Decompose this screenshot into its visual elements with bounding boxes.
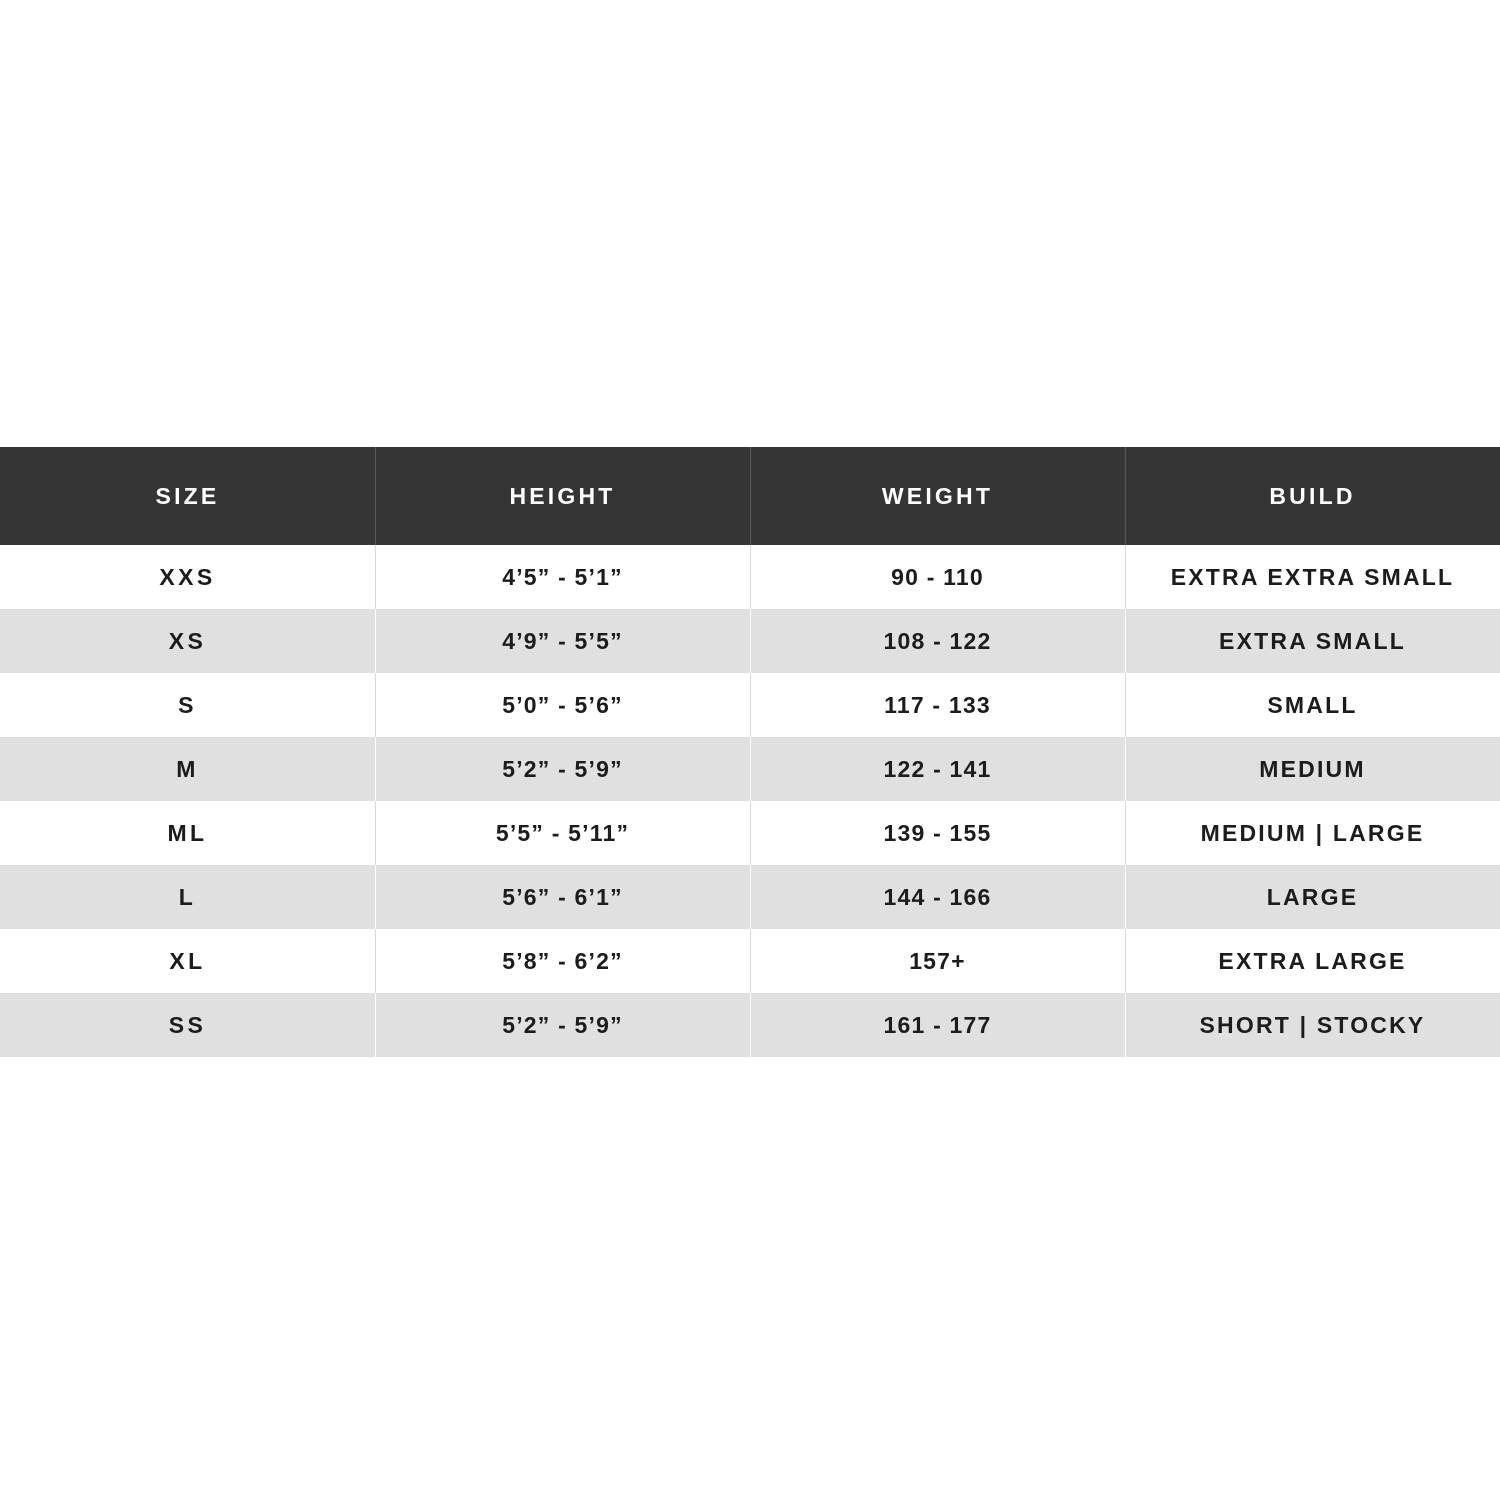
cell-weight: 117 - 133: [750, 673, 1125, 737]
cell-build: SHORT | STOCKY: [1125, 993, 1500, 1057]
cell-build: EXTRA EXTRA SMALL: [1125, 545, 1500, 609]
table-row: [0, 673, 1500, 737]
cell-height: 4’9” - 5’5”: [375, 609, 750, 673]
cell-weight: 90 - 110: [750, 545, 1125, 609]
cell-weight: 157+: [750, 929, 1125, 993]
column-header-size: SIZE: [0, 447, 375, 545]
cell-height: 5’2” - 5’9”: [375, 993, 750, 1057]
cell-build: EXTRA LARGE: [1125, 929, 1500, 993]
size-chart-body: [0, 545, 1500, 1057]
cell-size: ML: [0, 801, 375, 865]
cell-weight: 161 - 177: [750, 993, 1125, 1057]
table-row: [0, 737, 1500, 801]
cell-height: 5’8” - 6’2”: [375, 929, 750, 993]
table-row: [0, 609, 1500, 673]
cell-build: MEDIUM: [1125, 737, 1500, 801]
cell-build: LARGE: [1125, 865, 1500, 929]
cell-size: M: [0, 737, 375, 801]
cell-size: SS: [0, 993, 375, 1057]
cell-size: XXS: [0, 545, 375, 609]
column-header-height: HEIGHT: [375, 447, 750, 545]
cell-height: 5’6” - 6’1”: [375, 865, 750, 929]
cell-height: 5’5” - 5’11”: [375, 801, 750, 865]
cell-build: MEDIUM | LARGE: [1125, 801, 1500, 865]
cell-size: L: [0, 865, 375, 929]
table-row: [0, 801, 1500, 865]
cell-weight: 122 - 141: [750, 737, 1125, 801]
cell-height: 4’5” - 5’1”: [375, 545, 750, 609]
cell-height: 5’0” - 5’6”: [375, 673, 750, 737]
size-chart-table: [0, 447, 1500, 1057]
cell-weight: 144 - 166: [750, 865, 1125, 929]
column-header-weight: WEIGHT: [750, 447, 1125, 545]
table-row: [0, 993, 1500, 1057]
cell-build: SMALL: [1125, 673, 1500, 737]
table-row: [0, 865, 1500, 929]
cell-size: S: [0, 673, 375, 737]
cell-build: EXTRA SMALL: [1125, 609, 1500, 673]
header-row: [0, 447, 1500, 545]
cell-size: XL: [0, 929, 375, 993]
cell-size: XS: [0, 609, 375, 673]
cell-weight: 139 - 155: [750, 801, 1125, 865]
size-chart-container: [0, 447, 1500, 1057]
column-header-build: BUILD: [1125, 447, 1500, 545]
cell-height: 5’2” - 5’9”: [375, 737, 750, 801]
table-row: [0, 929, 1500, 993]
table-row: [0, 545, 1500, 609]
size-chart-header: [0, 447, 1500, 545]
cell-weight: 108 - 122: [750, 609, 1125, 673]
